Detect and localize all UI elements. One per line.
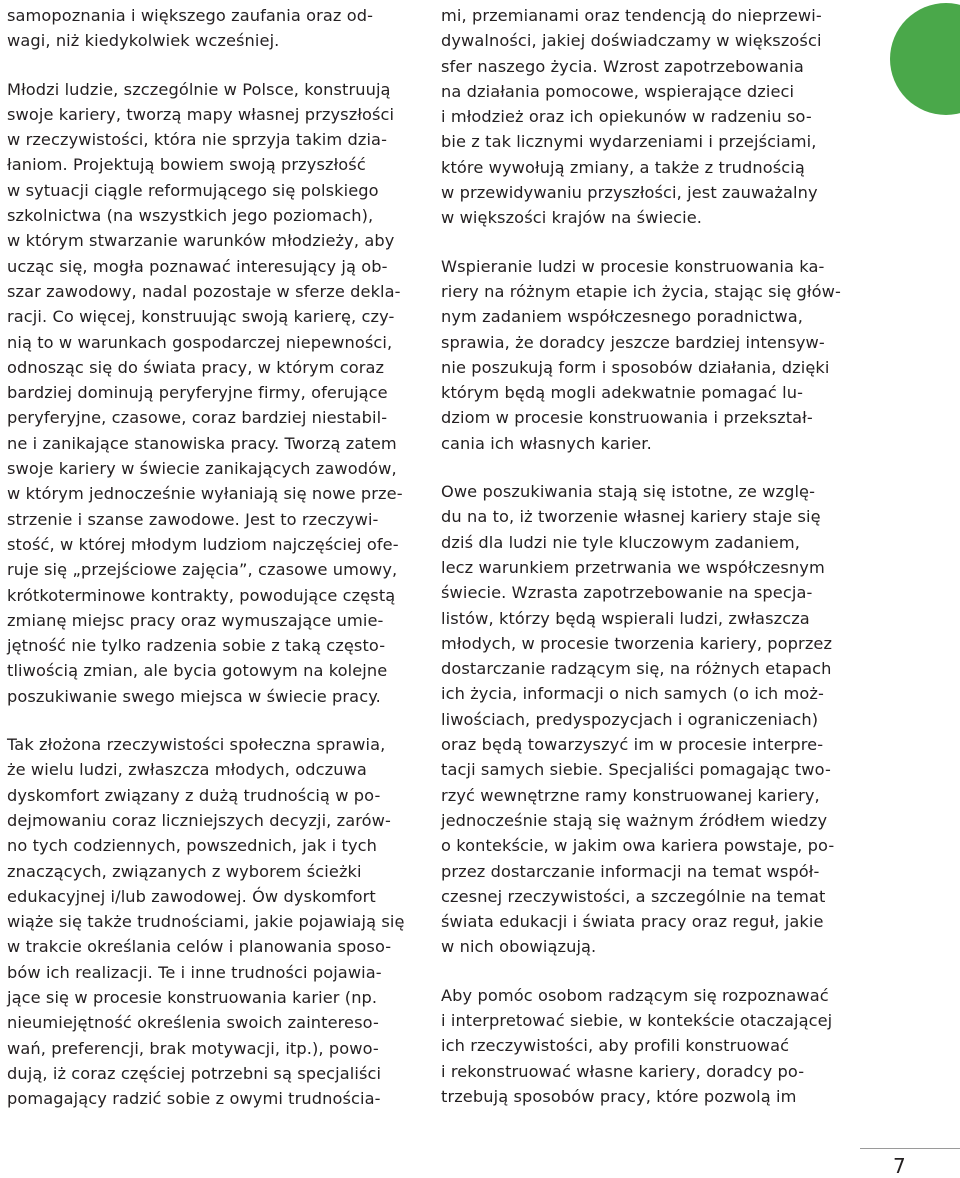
right-column (441, 3, 846, 1109)
text-line: szar zawodowy, nadal pozostaje w sferze dekla- (7, 281, 401, 301)
text-line: świata edukacji i świata pracy oraz reguł, jakie (441, 912, 824, 932)
text-line: Tak złożona rzeczywistości społeczna sprawia, (7, 735, 386, 755)
text-line: wagi, niż kiedykolwiek wcześniej. (7, 31, 280, 51)
text-line: nią to w warunkach gospodarczej niepewności, (7, 332, 393, 352)
text-line: w którym stwarzanie warunków młodzieży, aby (7, 231, 395, 251)
text-line: no tych codziennych, powszednich, jak i tych (7, 836, 377, 856)
text-line: jące się w procesie konstruowania karier (np. (7, 987, 378, 1007)
text-line: liwościach, predyspozycjach i ograniczeniach) (441, 709, 819, 729)
text-line: bie z tak licznymi wydarzeniami i przejściami, (441, 132, 817, 152)
section-tab-marker (890, 3, 960, 115)
text-line: cania ich własnych karier. (441, 433, 652, 453)
text-line: ich rzeczywistości, aby profili konstruować (441, 1036, 790, 1056)
text-line: krótkoterminowe kontrakty, powodujące częstą (7, 585, 396, 605)
text-line: zmianę miejsc pracy oraz wymuszające umie- (7, 610, 384, 630)
text-line: Wspieranie ludzi w procesie konstruowania ka- (441, 256, 825, 276)
text-line: nie poszukują form i sposobów działania, dzięki (441, 357, 830, 377)
page-number: 7 (893, 1154, 906, 1178)
text-line: odnosząc się do świata pracy, w którym coraz (7, 357, 385, 377)
text-line: sprawia, że doradcy jeszcze bardziej intensyw- (441, 332, 825, 352)
text-line: łaniom. Projektują bowiem swoją przyszłość (7, 155, 366, 175)
paragraph (441, 479, 846, 960)
text-line: przez dostarczanie informacji na temat współ- (441, 861, 820, 881)
text-line: peryferyjne, czasowe, coraz bardziej niestabil- (7, 408, 388, 428)
text-line: tacji samych siebie. Specjaliści pomagając two- (441, 760, 831, 780)
text-line: nym zadaniem współczesnego poradnictwa, (441, 307, 804, 327)
text-line: młodych, w procesie tworzenia kariery, poprzez (441, 633, 833, 653)
text-line: w którym jednocześnie wyłaniają się nowe prze- (7, 484, 403, 504)
text-line: wań, preferencji, brak motywacji, itp.), powo- (7, 1038, 379, 1058)
text-line: w sytuacji ciągle reformującego się polskiego (7, 180, 379, 200)
text-line: w trakcie określania celów i planowania sposo- (7, 937, 392, 957)
text-line: ucząc się, mogła poznawać interesujący ją ob- (7, 256, 388, 276)
text-line: riery na różnym etapie ich życia, stając się głów- (441, 281, 841, 301)
text-line: dyskomfort związany z dużą trudnością w po- (7, 785, 381, 805)
text-line: edukacyjnej i/lub zawodowej. Ów dyskomfort (7, 886, 376, 906)
text-line: znaczących, związanych z wyborem ścieżki (7, 861, 362, 881)
text-line: stość, w której młodym ludziom najczęściej ofe- (7, 534, 399, 554)
text-line: listów, którzy będą wspierali ludzi, zwłaszcza (441, 608, 810, 628)
left-column (7, 3, 407, 1111)
footer-divider (860, 1148, 960, 1149)
text-line: trzebują sposobów pracy, które pozwolą im (441, 1086, 797, 1106)
text-line: Owe poszukiwania stają się istotne, ze wzglę- (441, 482, 816, 502)
text-line: sfer naszego życia. Wzrost zapotrzebowania (441, 56, 804, 76)
text-line: swoje kariery w świecie zanikających zawodów, (7, 459, 397, 479)
text-line: dywalności, jakiej doświadczamy w większości (441, 31, 822, 51)
text-line: jednocześnie stają się ważnym źródłem wiedzy (441, 810, 828, 830)
paragraph (441, 3, 846, 231)
text-line: czesnej rzeczywistości, a szczególnie na temat (441, 886, 826, 906)
text-line: strzenie i szanse zawodowe. Jest to rzeczywi- (7, 509, 379, 529)
text-line: dejmowaniu coraz liczniejszych decyzji, zarów- (7, 810, 391, 830)
text-line: i interpretować siebie, w kontekście otaczającej (441, 1010, 833, 1030)
text-line: i młodzież oraz ich opiekunów w radzeniu so- (441, 107, 812, 127)
text-line: nieumiejętność określenia swoich zaintereso- (7, 1013, 379, 1033)
text-line: du na to, iż tworzenie własnej kariery staje się (441, 507, 821, 527)
text-line: tliwością zmian, ale bycia gotowym na kolejne (7, 661, 388, 681)
text-line: bardziej dominują peryferyjne firmy, oferujące (7, 383, 388, 403)
text-line: dziś dla ludzi nie tyle kluczowym zadaniem, (441, 532, 800, 552)
text-line: lecz warunkiem przetrwania we współczesnym (441, 557, 825, 577)
text-line: Aby pomóc osobom radzącym się rozpoznawać (441, 985, 829, 1005)
text-line: jętność nie tylko radzenia sobie z taką często- (7, 636, 386, 656)
text-line: które wywołują zmiany, a także z trudnością (441, 157, 805, 177)
paragraph (7, 732, 407, 1111)
text-line: bów ich realizacji. Te i inne trudności pojawia- (7, 962, 382, 982)
text-line: w rzeczywistości, która nie sprzyja takim dzia- (7, 130, 388, 150)
text-line: świecie. Wzrasta zapotrzebowanie na specja- (441, 583, 813, 603)
text-line: w przewidywaniu przyszłości, jest zauważalny (441, 183, 818, 203)
text-line: szkolnictwa (na wszystkich jego poziomach), (7, 206, 374, 226)
text-line: ne i zanikające stanowiska pracy. Tworzą zatem (7, 433, 397, 453)
text-line: ruje się „przejściowe zajęcia”, czasowe umowy, (7, 560, 398, 580)
paragraph (441, 983, 846, 1109)
text-line: dziom w procesie konstruowania i przekształ- (441, 408, 813, 428)
text-line: samopoznania i większego zaufania oraz od- (7, 6, 374, 25)
text-line: w nich obowiązują. (441, 937, 597, 957)
text-line: wiąże się także trudnościami, jakie pojawiają się (7, 912, 405, 932)
text-line: o kontekście, w jakim owa kariera powstaje, po- (441, 836, 835, 856)
paragraph (7, 3, 407, 54)
text-line: i rekonstruować własne kariery, doradcy po- (441, 1061, 805, 1081)
text-line: na działania pomocowe, wspierające dzieci (441, 81, 795, 101)
text-line: pomagający radzić sobie z owymi trudnościa- (7, 1089, 381, 1109)
text-line: rzyć wewnętrzne ramy konstruowanej kariery, (441, 785, 820, 805)
text-line: mi, przemianami oraz tendencją do nieprzewi- (441, 6, 822, 25)
text-line: racji. Co więcej, konstruując swoją karierę, czy- (7, 307, 395, 327)
paragraph (441, 254, 846, 456)
text-line: oraz będą towarzyszyć im w procesie interpre- (441, 735, 824, 755)
text-line: swoje kariery, tworzą mapy własnej przyszłości (7, 104, 395, 124)
text-line: dostarczanie radzącym się, na różnych etapach (441, 659, 832, 679)
text-line: że wielu ludzi, zwłaszcza młodych, odczuwa (7, 760, 367, 780)
text-line: Młodzi ludzie, szczególnie w Polsce, konstruują (7, 79, 391, 99)
paragraph (7, 77, 407, 709)
text-line: poszukiwanie swego miejsca w świecie pracy. (7, 686, 381, 706)
text-line: w większości krajów na świecie. (441, 208, 703, 228)
text-line: ich życia, informacji o nich samych (o ich moż- (441, 684, 824, 704)
text-line: dują, iż coraz częściej potrzebni są specjaliści (7, 1063, 382, 1083)
text-line: którym będą mogli adekwatnie pomagać lu- (441, 383, 804, 403)
